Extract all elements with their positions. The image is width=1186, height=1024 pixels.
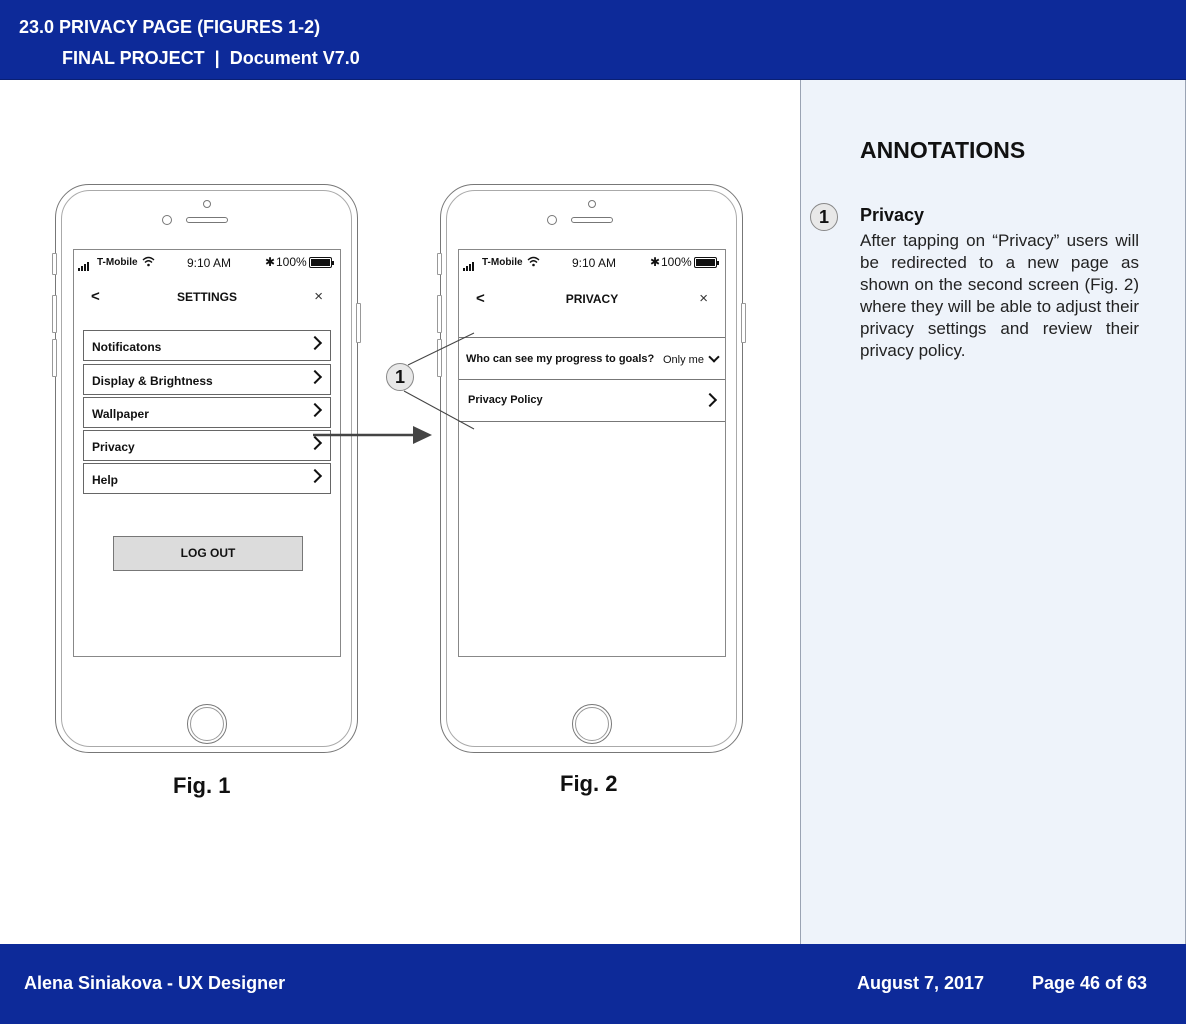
clock: 9:10 AM xyxy=(187,256,232,270)
annotation-heading: Privacy xyxy=(860,205,925,225)
battery-percent: 100% xyxy=(661,255,692,269)
settings-item-label: Help xyxy=(92,473,119,487)
page-number: Page 46 of 63 xyxy=(1032,973,1148,993)
back-button[interactable]: < xyxy=(91,288,100,305)
screen-title: PRIVACY xyxy=(565,292,619,306)
arrow-head-icon xyxy=(413,426,432,444)
close-button[interactable]: × xyxy=(314,288,323,305)
callout-line xyxy=(408,333,474,365)
battery-percent: 100% xyxy=(276,255,307,269)
clock: 9:10 AM xyxy=(572,256,617,270)
annotations-panel xyxy=(800,80,1186,944)
carrier-label: T-Mobile xyxy=(482,257,523,268)
back-button[interactable]: < xyxy=(476,290,485,307)
settings-item-label: Notificatons xyxy=(92,340,162,354)
settings-item-label: Wallpaper xyxy=(92,407,149,421)
document-subtitle: FINAL PROJECT | Document V7.0 xyxy=(62,48,360,68)
bluetooth-icon: ✱ xyxy=(265,255,276,269)
page-footer xyxy=(0,944,1186,1024)
logout-button[interactable]: LOG OUT xyxy=(113,536,303,571)
annotation-text: After tapping on “Privacy” users will be redirected to a new page as shown on the second screen (Fig. 2) where they will be able to adjust their privacy settings and review their privacy policy. xyxy=(860,231,1139,360)
annotations-title: ANNOTATIONS xyxy=(860,137,1026,163)
document-date: August 7, 2017 xyxy=(857,973,985,993)
settings-item-label: Privacy xyxy=(92,440,135,454)
author-label: Alena Siniakova - UX Designer xyxy=(24,973,286,993)
screen-title: SETTINGS xyxy=(176,290,237,304)
carrier-label: T-Mobile xyxy=(97,257,138,268)
close-button[interactable]: × xyxy=(699,290,708,307)
privacy-question-label: Who can see my progress to goals? xyxy=(466,353,655,365)
bluetooth-icon: ✱ xyxy=(650,255,661,269)
section-title: 23.0 PRIVACY PAGE (FIGURES 1-2) xyxy=(19,17,321,37)
visibility-select-value[interactable]: Only me xyxy=(663,354,704,366)
figure-caption: Fig. 2 xyxy=(560,771,618,796)
figure-caption: Fig. 1 xyxy=(173,773,231,798)
privacy-policy-label: Privacy Policy xyxy=(468,394,543,406)
annotation-number-badge: 1 xyxy=(810,203,838,231)
settings-item-label: Display & Brightness xyxy=(92,374,213,388)
callout-line xyxy=(404,391,474,429)
callout-badge: 1 xyxy=(386,363,414,391)
